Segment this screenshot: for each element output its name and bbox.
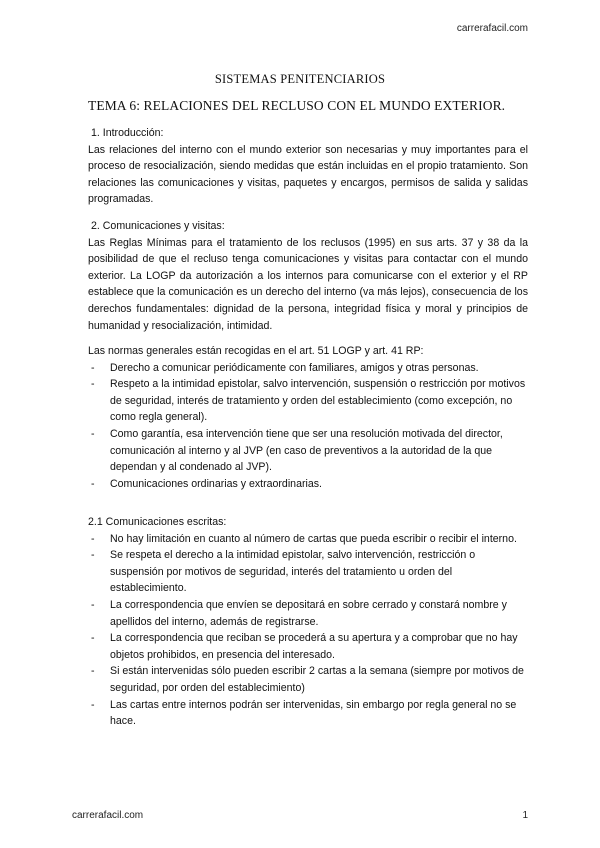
section-heading: 2. Comunicaciones y visitas: (91, 220, 225, 232)
list-item: - La correspondencia que reciban se procederá a su apertura y a comprobar que no hay objetos prohibidos, en presencia del interesado. (88, 630, 528, 663)
section-introduccion (88, 125, 528, 208)
section-normas (88, 343, 528, 492)
list-item: - La correspondencia que envíen se depositará en sobre cerrado y constará nombre y apellidos del interno, además de registrarse. (88, 597, 528, 630)
list-item: - Como garantía, esa intervención tiene que ser una resolución motivada del director, comunicación al interno y al JVP (en caso de preventivos a la autoridad de la que dependan y al condenado al JVP). (88, 426, 528, 476)
list-item: - No hay limitación en cuanto al número de cartas que pueda escribir o recibir el interno. (88, 531, 528, 548)
section-escritas (88, 514, 528, 730)
list-item: - Se respeta el derecho a la intimidad epistolar, salvo intervención, restricción o suspensión por motivos de seguridad, interés del tratamiento u orden del establecimiento. (88, 547, 528, 597)
list-item: - Las cartas entre internos podrán ser intervenidas, sin embargo por regla general no se hace. (88, 697, 528, 730)
section-paragraph: Las Reglas Mínimas para el tratamiento de los reclusos (1995) en sus arts. 37 y 38 da la posibilidad de que el recluso tenga comunicaciones y visitas para contactar con el mundo exterior. La LOGP da autorización a los internos para comunicarse con el exterior y el RP establece que la comunicación es un derecho del interno (va más lejos), consecuencia de los derechos fundamentales: dignidad de la persona, integridad física y moral y principios de humanidad y resocialización, intimidad. (88, 236, 528, 332)
list-item: - Respeto a la intimidad epistolar, salvo intervención, suspensión o restricción por motivos de seguridad, interés de tratamiento y orden del establecimiento (como excepción, no como regla general). (88, 376, 528, 426)
norms-intro: Las normas generales están recogidas en el art. 51 LOGP y art. 41 RP: (88, 345, 424, 357)
list-item: - Comunicaciones ordinarias y extraordinarias. (88, 476, 528, 493)
list-item: - Derecho a comunicar periódicamente con familiares, amigos y otras personas. (88, 360, 528, 377)
list-item: - Si están intervenidas sólo pueden escribir 2 cartas a la semana (siempre por motivos de seguridad, por orden del establecimiento) (88, 663, 528, 696)
page-number: 1 (522, 810, 528, 821)
norms-list (88, 360, 528, 493)
section-heading: 1. Introducción: (91, 127, 164, 139)
escritas-list (88, 531, 528, 730)
section-comunicaciones (88, 218, 528, 334)
document-subtitle: TEMA 6: RELACIONES DEL RECLUSO CON EL MUNDO EXTERIOR. (88, 98, 506, 113)
header-site-label: carrerafacil.com (456, 23, 528, 34)
footer-site-label: carrerafacil.com (72, 810, 144, 821)
document-title: SISTEMAS PENITENCIARIOS (214, 72, 386, 86)
section-heading: 2.1 Comunicaciones escritas: (88, 516, 227, 528)
section-paragraph: Las relaciones del interno con el mundo exterior son necesarias y muy importantes para el proceso de resocialización, siendo medidas que están incluidas en el propio tratamiento. Son relaciones las comunicaciones y visitas, paquetes y encargos, permisos de salida y salidas programadas. (88, 143, 528, 206)
